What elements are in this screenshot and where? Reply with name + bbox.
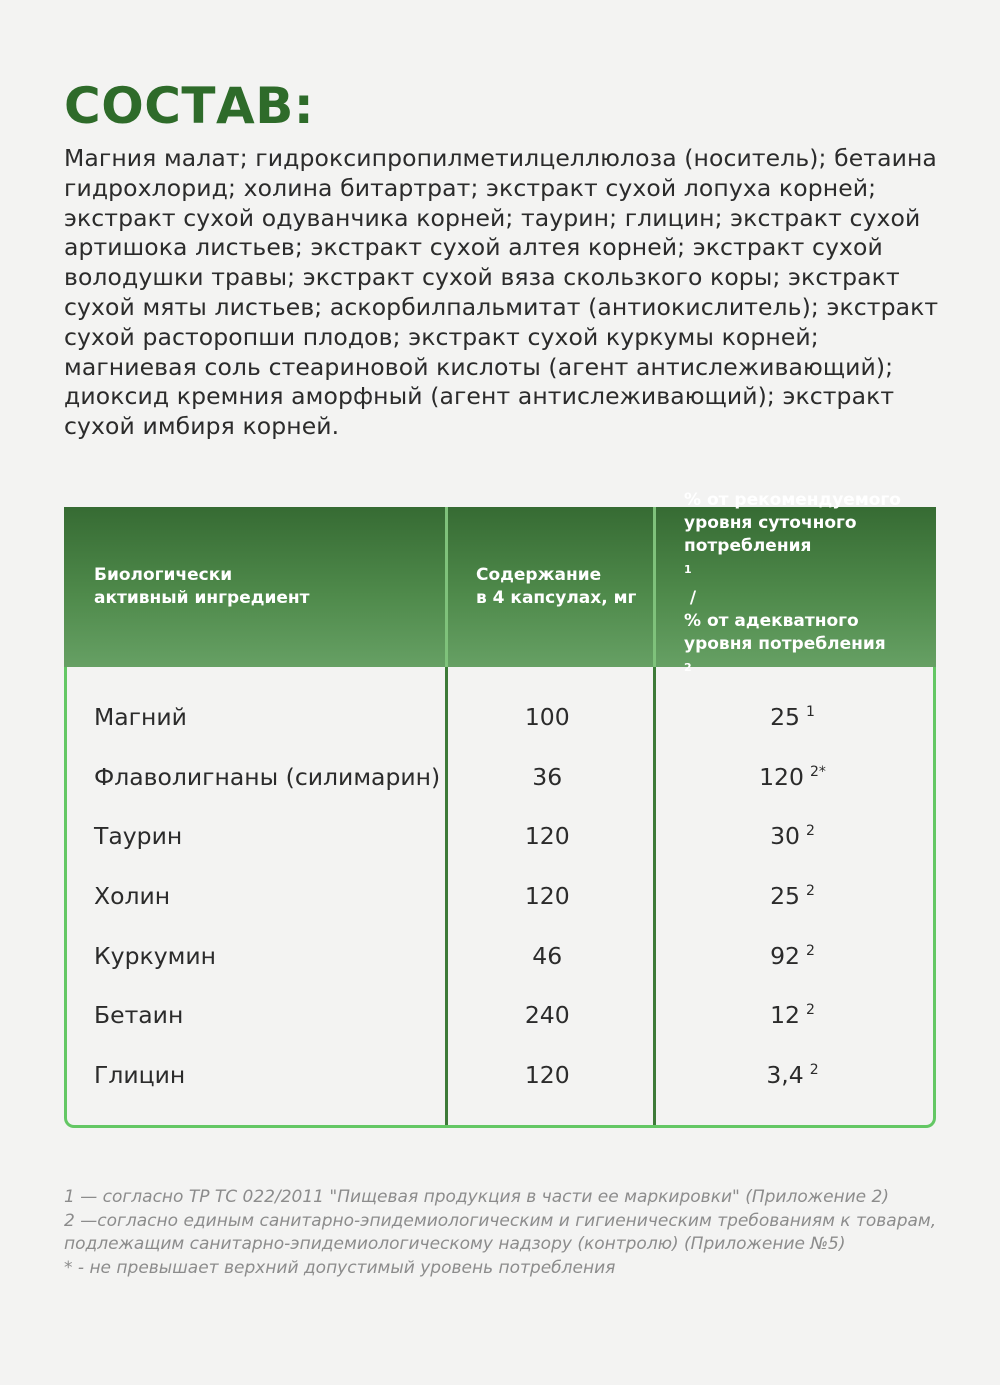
header-percent-line3-text: потребления [684, 536, 812, 556]
cell-ingredient: Куркумин [94, 941, 216, 970]
nutrition-table [64, 490, 936, 1128]
table-body [67, 687, 933, 1105]
cell-percent-note: 2 [805, 823, 815, 840]
header-percent-line3 [684, 535, 901, 610]
header-percent-line5-text: уровня потребления [684, 634, 886, 654]
cell-amount: 120 [524, 1060, 570, 1089]
header-percent-line3-sup: 1 [684, 563, 692, 576]
table-row [67, 687, 933, 747]
footnote-item: 2 —согласно единым санитарно-эпидемиологическим и гигиеническим требованиям к товарам, подлежащим санитарно-эпидемиологическому надзору (контролю) (Приложение №5) [64, 1210, 937, 1254]
cell-amount: 120 [524, 822, 570, 851]
table-row [67, 806, 933, 866]
cell-percent [652, 942, 933, 970]
cell-percent [652, 703, 933, 731]
cell-percent-note: 2 [805, 942, 815, 959]
header-percent-line5-sup: 2 [684, 661, 692, 674]
header-percent-line4: % от адекватного [684, 611, 859, 631]
cell-ingredient: Холин [94, 881, 171, 910]
header-percent-line5 [684, 633, 901, 685]
header-ingredient-line1: Биологически [94, 565, 233, 585]
cell-percent-note: 2* [809, 763, 826, 780]
footnote-item: 1 — согласно ТР ТС 022/2011 "Пищевая продукция в части ее маркировки" (Приложение 2) [64, 1187, 889, 1207]
cell-ingredient: Бетаин [94, 1001, 184, 1030]
header-ingredient-line2: активный ингредиент [94, 588, 310, 608]
table-row [67, 926, 933, 986]
header-content-line1: Содержание [476, 565, 602, 585]
cell-amount: 100 [524, 702, 570, 731]
cell-ingredient: Таурин [94, 822, 183, 851]
cell-amount: 46 [532, 941, 563, 970]
cell-ingredient: Глицин [94, 1060, 186, 1089]
cell-percent-note: 2 [805, 882, 815, 899]
table-row [67, 747, 933, 807]
cell-percent-note: 1 [805, 703, 815, 720]
cell-percent-note: 2 [805, 1002, 815, 1019]
table-row [67, 1045, 933, 1105]
header-percent-line2: уровня суточного [684, 513, 857, 533]
footnote-item: * - не превышает верхний допустимый уровень потребления [64, 1257, 616, 1278]
cell-amount: 240 [524, 1001, 570, 1030]
cell-percent-value: 25 [770, 702, 800, 731]
table-row [67, 866, 933, 926]
cell-percent [652, 882, 933, 910]
cell-percent-value: 30 [770, 822, 800, 851]
table-row [67, 985, 933, 1045]
cell-percent-value: 12 [770, 1001, 800, 1030]
header-percent-line1: % от рекомендуемого [684, 490, 901, 510]
cell-percent-value: 3,4 [766, 1060, 804, 1089]
cell-percent [652, 763, 933, 791]
cell-percent-value: 92 [770, 941, 800, 970]
cell-percent-value: 25 [770, 881, 800, 910]
header-percent-line3-suffix: / [684, 588, 697, 608]
header-content-line2: в 4 капсулах, мг [476, 588, 637, 608]
header-ingredient [64, 507, 445, 667]
header-percent [653, 490, 936, 674]
cell-amount: 120 [524, 881, 570, 910]
cell-percent-note: 2 [809, 1061, 819, 1078]
cell-percent [652, 1001, 933, 1029]
cell-percent [652, 822, 933, 850]
footnotes [64, 1186, 944, 1280]
cell-amount: 36 [532, 762, 563, 791]
table-header [64, 490, 936, 674]
cell-percent-value: 120 [759, 762, 804, 791]
cell-percent [652, 1061, 933, 1089]
page-title: СОСТАВ: [64, 77, 315, 135]
header-content [445, 507, 653, 667]
cell-ingredient: Флаволигнаны (силимарин) [94, 762, 441, 791]
composition-text: Магния малат; гидроксипропилметилцеллюлоза (носитель); бетаина гидрохлорид; холина битартрат; экстракт сухой лопуха корней; экстракт сухой одуванчика корней; таурин; глицин; экстракт сухой артишока листьев; экстракт сухой алтея корней; экстракт сухой володушки травы; экстракт сухой вяза скользкого коры; экстракт сухой мяты листьев; аскорбилпальмитат (антиокислитель); экстракт сухой расторопши плодов; экстракт сухой куркумы корней; магниевая соль стеариновой кислоты (агент антислеживающий); диоксид кремния аморфный (агент антислеживающий); экстракт сухой имбиря корней. [64, 144, 939, 441]
cell-ingredient: Магний [94, 702, 187, 731]
